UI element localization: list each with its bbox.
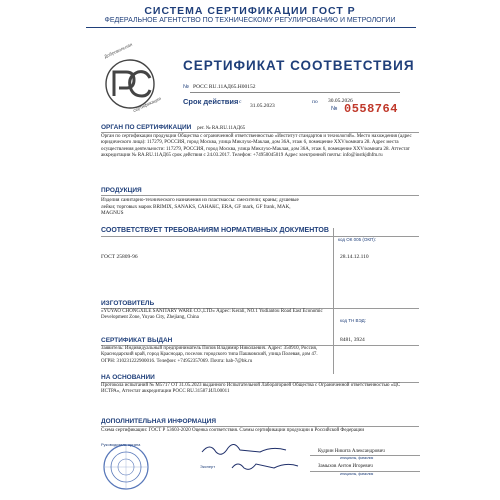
codes-column bbox=[333, 228, 419, 374]
additional-text: Схема сертификации: ГОСТ Р 53603-2020 Оценка соответствия. Схемы сертификации продукции в Российской Федерации bbox=[101, 428, 365, 433]
divider bbox=[101, 195, 419, 196]
expert-sub-label: инициалы, фамилия bbox=[340, 472, 374, 476]
term-label: Срок действия bbox=[183, 97, 239, 106]
header-divider bbox=[86, 27, 416, 28]
head-name: Кудрин Никита Александрович bbox=[318, 449, 385, 454]
expert-role: Эксперт bbox=[200, 464, 216, 469]
additional-heading: ДОПОЛНИТЕЛЬНАЯ ИНФОРМАЦИЯ bbox=[101, 418, 217, 425]
manufacturer-text: «YUYAO CHONGXILE SANITARY WARE CO.,LTD» Адрес: Kerali, NO.1 Yudiantou Road East Economic Development Zone, Yuyao City, Zhejiang, China bbox=[101, 309, 323, 321]
term-to-prefix: по bbox=[312, 99, 318, 105]
basis-text: Протокола испытаний № М5717 ОТ 31.05.2023 выданного Испытательной Лабораторией Общества с Ограниченной ответственностью «ЦС ИСТРА», Аттестат аккредитации РОСС RU.31587.ИЛ.00011 bbox=[101, 383, 401, 395]
term-to-date: 30.05.2026 bbox=[328, 98, 353, 104]
divider bbox=[101, 132, 419, 133]
code-okp: 28.14.12.110 bbox=[340, 254, 369, 260]
agency-title: ФЕДЕРАЛЬНОЕ АГЕНТСТВО ПО ТЕХНИЧЕСКОМУ РЕГУЛИРОВАНИЮ И МЕТРОЛОГИИ bbox=[104, 17, 396, 24]
body-org-reg: рег. № RA.RU.11АД65 bbox=[197, 126, 246, 131]
basis-heading: НА ОСНОВАНИИ bbox=[101, 374, 155, 381]
expert-name: Замыхов Антон Игоревич bbox=[318, 464, 373, 469]
manufacturer-heading: ИЗГОТОВИТЕЛЬ bbox=[101, 300, 155, 307]
body-org-heading-text: ОРГАН ПО СЕРТИФИКАЦИИ bbox=[101, 124, 192, 131]
reg-underline bbox=[190, 92, 400, 93]
body-org-text: Орган по сертификации продукции Общества с ограниченной ответственностью «Институт стандартов и технологий». Место нахождения (адрес юридического лица): 117279, РОССИЯ, город Москва, улица Миклухо-Маклая, дом 36А, этаж 6, помещение XXV/комната 28. Адрес места осуществления деятельности: 117279, РОССИЯ, город Москва, улица Миклухо-Маклая, дом 36А, этаж 6, помещение XXV/комната 28. Аттестат аккредитации № RA.RU.11АД65 срок действия с 24.03.2017. Телефон: +74950045019 Адрес электронной почты: info@instkjdhfm.ru bbox=[101, 134, 412, 158]
code-okp-label: код ОК 005 (ОКП): bbox=[338, 237, 377, 242]
code-tn: 8481, 3924 bbox=[340, 337, 365, 343]
issued-text: Заявитель: Индивидуальный предприниматель Попов Владимир Николаевич. Адрес: 350910, Россия, Краснодарский край, город Краснодар, поселок городского типа Пашковский, улица Полевая, дом 47. ОГРН: 310231222900016. Телефон: +74952357069. Почта: hab-7@bk.ru bbox=[101, 346, 318, 364]
head-signature-icon bbox=[200, 440, 290, 458]
issued-heading: СЕРТИФИКАТ ВЫДАН bbox=[101, 337, 173, 344]
product-heading: ПРОДУКЦИЯ bbox=[101, 187, 142, 194]
code-tn-label: код ТН ВЭД: bbox=[340, 318, 366, 323]
conformity-heading: СООТВЕТСТВУЕТ ТРЕБОВАНИЯМ НОРМАТИВНЫХ ДОКУМЕНТОВ bbox=[101, 227, 329, 234]
reg-number-label: № bbox=[183, 84, 189, 90]
head-role: Руководитель органа bbox=[101, 442, 141, 447]
serial-label: № bbox=[331, 106, 338, 112]
logo-caption-top: Добровольная bbox=[103, 41, 133, 60]
serial-number: 0558764 bbox=[344, 102, 398, 116]
stamp-icon bbox=[101, 442, 151, 492]
divider bbox=[101, 426, 419, 427]
term-from-date: 31.05.2023 bbox=[250, 103, 275, 109]
logo-caption-bottom: сертификация bbox=[132, 95, 162, 114]
certificate-title: СЕРТИФИКАТ СООТВЕТСТВИЯ bbox=[183, 58, 415, 73]
conformity-text: ГОСТ 25809-96 bbox=[101, 254, 138, 260]
term-from-prefix: с bbox=[239, 99, 242, 105]
head-sub-label: инициалы, фамилия bbox=[340, 456, 374, 460]
reg-number: РОСС RU.11АД65.Н00152 bbox=[193, 84, 256, 90]
product-text: Изделия санитарно-технического назначения из пластмассы: смесители; краны; душевые лейки; торговых марок BRIMIX, SANAKS, САНАКС, ERA, GF mark, GF frank, MAK, MAGNUS bbox=[101, 197, 299, 216]
system-title: СИСТЕМА СЕРТИФИКАЦИИ ГОСТ Р bbox=[144, 5, 356, 17]
body-org-heading bbox=[101, 124, 245, 131]
expert-signature-icon bbox=[230, 458, 300, 474]
